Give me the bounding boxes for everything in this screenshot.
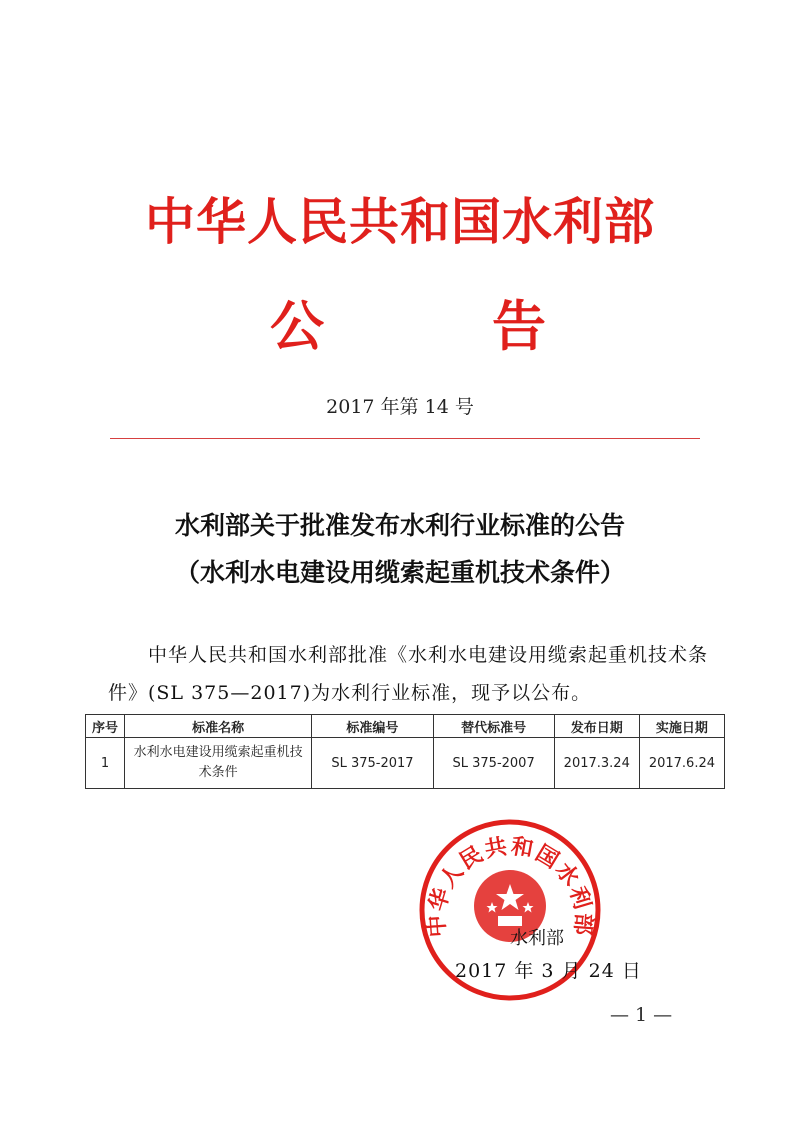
cell-published: 2017.3.24 (554, 738, 639, 789)
header-replaces: 替代标准号 (433, 715, 554, 738)
cell-code: SL 375-2017 (312, 738, 433, 789)
header-code: 标准编号 (312, 715, 433, 738)
document-title-line-1: 水利部关于批准发布水利行业标准的公告 (174, 511, 625, 540)
notice-heading (0, 284, 800, 358)
body-paragraph: 中华人民共和国水利部批准《水利水电建设用缆索起重机技术条件》(SL 375—2017)为水利行业标准，现予以公布。 (108, 644, 709, 704)
notice-heading-char-1: 公 (270, 295, 324, 358)
header-published: 发布日期 (554, 715, 639, 738)
cell-effective: 2017.6.24 (639, 738, 724, 789)
header-seq: 序号 (86, 715, 125, 738)
red-divider (110, 438, 700, 439)
cell-seq: 1 (86, 738, 125, 789)
signing-date: 2017 年 3 月 24 日 (455, 960, 642, 982)
ministry-title: 中华人民共和国水利部 (145, 193, 655, 251)
notice-heading-char-2: 告 (492, 295, 546, 358)
issue-number: 2017 年第 14 号 (326, 396, 474, 418)
page-number: — 1 — (610, 1004, 673, 1026)
cell-name: 水利水电建设用缆索起重机技术条件 (125, 738, 312, 789)
header-effective: 实施日期 (639, 715, 724, 738)
table-header-row (86, 715, 725, 738)
header-name: 标准名称 (125, 715, 312, 738)
signing-organization: 水利部 (510, 928, 564, 949)
cell-replaces: SL 375-2007 (433, 738, 554, 789)
seal-ring-textpath: 中华人民共和国水利部 (424, 834, 596, 938)
standards-table (85, 714, 725, 789)
table-row (86, 738, 725, 789)
document-title-line-2: （水利水电建设用缆索起重机技术条件） (174, 558, 625, 587)
